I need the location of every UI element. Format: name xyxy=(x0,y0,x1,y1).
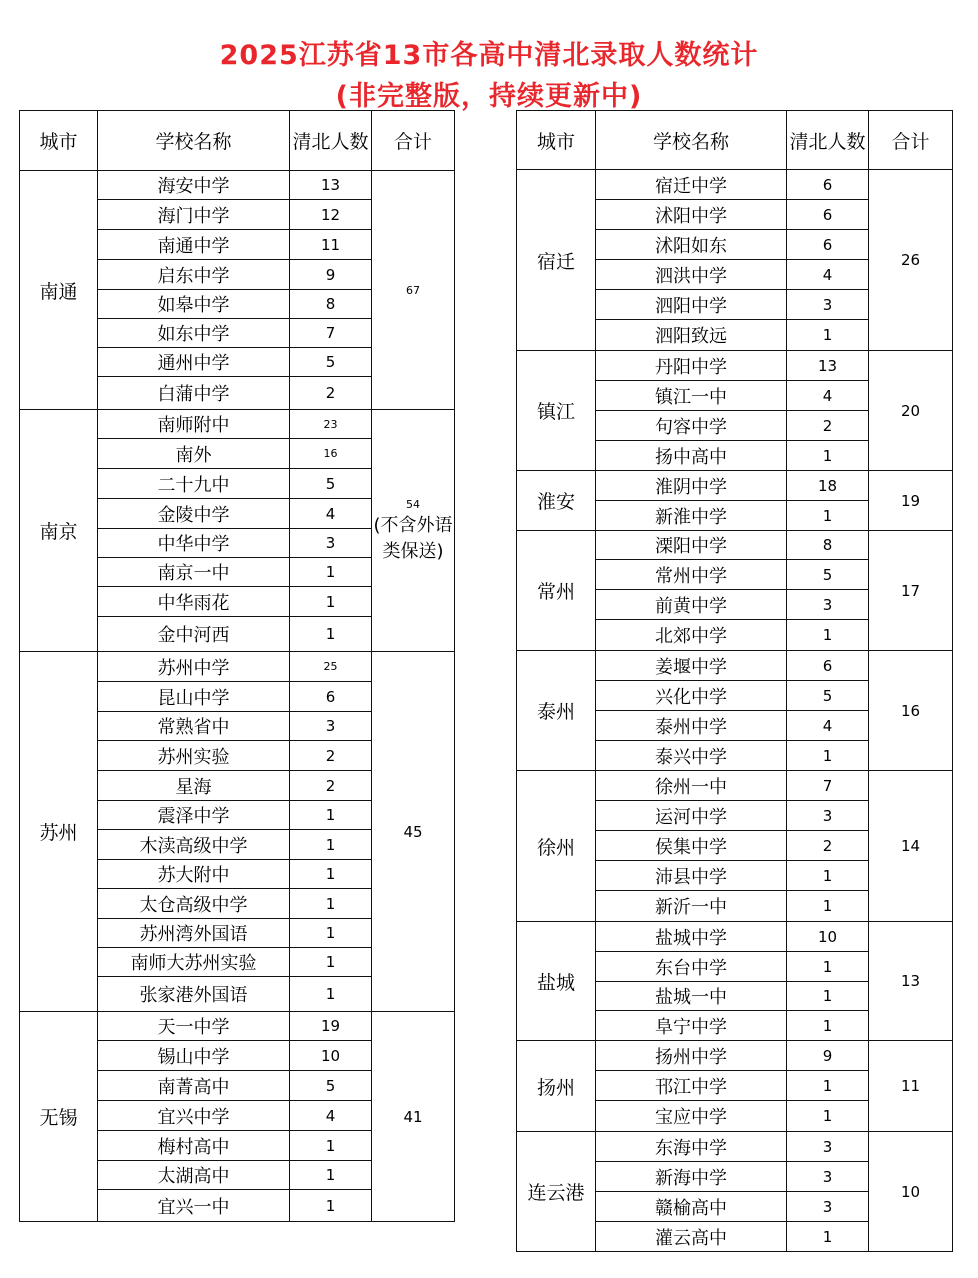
school-name-cell: 运河中学 xyxy=(596,801,787,831)
admission-count-cell: 1 xyxy=(787,1101,869,1132)
school-name-cell: 东海中学 xyxy=(596,1132,787,1162)
city-total-cell: 17 xyxy=(869,531,953,651)
table-row xyxy=(517,651,953,681)
header-count: 清北人数 xyxy=(787,111,869,170)
school-name-cell: 淮阴中学 xyxy=(596,471,787,501)
school-name-cell: 盐城中学 xyxy=(596,922,787,952)
school-name-cell: 侯集中学 xyxy=(596,831,787,861)
right-table-body xyxy=(517,170,953,1252)
admission-count-cell: 3 xyxy=(290,712,372,741)
school-name-cell: 新淮中学 xyxy=(596,501,787,531)
city-cell: 苏州 xyxy=(20,652,98,1012)
admission-count-cell: 1 xyxy=(787,620,869,651)
admission-count-cell: 3 xyxy=(787,590,869,620)
admission-count-cell: 1 xyxy=(787,501,869,531)
admission-count-cell: 2 xyxy=(787,831,869,861)
school-name-cell: 苏州中学 xyxy=(98,652,290,682)
admission-count-cell: 1 xyxy=(787,861,869,891)
school-name-cell: 通州中学 xyxy=(98,348,290,377)
admission-count-cell: 25 xyxy=(290,652,372,682)
table-row xyxy=(20,652,455,682)
school-name-cell: 赣榆高中 xyxy=(596,1192,787,1222)
admission-count-cell: 1 xyxy=(787,1071,869,1101)
city-cell: 无锡 xyxy=(20,1012,98,1222)
school-name-cell: 昆山中学 xyxy=(98,682,290,712)
admission-count-cell: 12 xyxy=(290,200,372,230)
school-name-cell: 东台中学 xyxy=(596,952,787,982)
table-row xyxy=(20,1012,455,1041)
school-name-cell: 新海中学 xyxy=(596,1162,787,1192)
table-row xyxy=(517,351,953,381)
school-name-cell: 张家港外国语 xyxy=(98,977,290,1012)
school-name-cell: 金中河西 xyxy=(98,617,290,652)
admission-count-cell: 2 xyxy=(290,741,372,771)
city-total-cell: 13 xyxy=(869,922,953,1041)
city-cell: 盐城 xyxy=(517,922,596,1041)
admission-count-cell: 1 xyxy=(290,558,372,587)
header-city: 城市 xyxy=(20,111,98,171)
admission-count-cell: 1 xyxy=(290,919,372,948)
table-row xyxy=(517,922,953,952)
school-name-cell: 泗阳中学 xyxy=(596,290,787,320)
school-name-cell: 木渎高级中学 xyxy=(98,830,290,860)
admission-count-cell: 4 xyxy=(787,260,869,290)
city-total-cell: 19 xyxy=(869,471,953,531)
admission-count-cell: 1 xyxy=(290,830,372,860)
school-name-cell: 白蒲中学 xyxy=(98,377,290,410)
admission-count-cell: 4 xyxy=(787,381,869,411)
school-name-cell: 宝应中学 xyxy=(596,1101,787,1132)
header-total: 合计 xyxy=(372,111,455,171)
page-title: 2025江苏省13市各高中清北录取人数统计 xyxy=(219,40,759,71)
school-name-cell: 宜兴一中 xyxy=(98,1190,290,1222)
school-name-cell: 常州中学 xyxy=(596,560,787,590)
school-name-cell: 南菁高中 xyxy=(98,1071,290,1101)
admission-count-cell: 3 xyxy=(787,290,869,320)
city-cell: 连云港 xyxy=(517,1132,596,1252)
admission-count-cell: 10 xyxy=(787,922,869,952)
school-name-cell: 盐城一中 xyxy=(596,982,787,1011)
school-name-cell: 星海 xyxy=(98,771,290,801)
city-total-cell: 16 xyxy=(869,651,953,771)
admission-count-cell: 1 xyxy=(787,891,869,922)
admission-count-cell: 19 xyxy=(290,1012,372,1041)
school-name-cell: 常熟省中 xyxy=(98,712,290,741)
city-total-cell: 67 xyxy=(372,171,455,410)
school-name-cell: 前黄中学 xyxy=(596,590,787,620)
admission-count-cell: 4 xyxy=(787,711,869,741)
admission-count-cell: 7 xyxy=(290,319,372,348)
left-stats-table xyxy=(19,110,455,1222)
school-name-cell: 二十九中 xyxy=(98,469,290,499)
admission-count-cell: 3 xyxy=(787,801,869,831)
school-name-cell: 邗江中学 xyxy=(596,1071,787,1101)
school-name-cell: 新沂一中 xyxy=(596,891,787,922)
header-school: 学校名称 xyxy=(98,111,290,171)
school-name-cell: 南京一中 xyxy=(98,558,290,587)
city-total-value: 54 xyxy=(406,497,420,511)
school-name-cell: 句容中学 xyxy=(596,411,787,441)
header-city: 城市 xyxy=(517,111,596,170)
header-total: 合计 xyxy=(869,111,953,170)
school-name-cell: 如东中学 xyxy=(98,319,290,348)
admission-count-cell: 6 xyxy=(787,230,869,260)
page-subtitle: (非完整版，持续更新中) xyxy=(335,81,643,112)
admission-count-cell: 6 xyxy=(290,682,372,712)
admission-count-cell: 13 xyxy=(787,351,869,381)
school-name-cell: 镇江一中 xyxy=(596,381,787,411)
school-name-cell: 南师附中 xyxy=(98,410,290,439)
admission-count-cell: 4 xyxy=(290,1101,372,1131)
school-name-cell: 扬州中学 xyxy=(596,1041,787,1071)
school-name-cell: 北郊中学 xyxy=(596,620,787,651)
city-total-cell: 14 xyxy=(869,771,953,922)
school-name-cell: 南通中学 xyxy=(98,230,290,260)
admission-count-cell: 3 xyxy=(787,1132,869,1162)
admission-count-cell: 5 xyxy=(290,1071,372,1101)
school-name-cell: 丹阳中学 xyxy=(596,351,787,381)
school-name-cell: 震泽中学 xyxy=(98,801,290,830)
admission-count-cell: 1 xyxy=(787,952,869,982)
admission-count-cell: 2 xyxy=(787,411,869,441)
header-school: 学校名称 xyxy=(596,111,787,170)
school-name-cell: 泰兴中学 xyxy=(596,741,787,771)
admission-count-cell: 18 xyxy=(787,471,869,501)
admission-count-cell: 8 xyxy=(290,290,372,319)
admission-count-cell: 1 xyxy=(787,1011,869,1041)
admission-count-cell: 1 xyxy=(290,587,372,617)
table-row xyxy=(517,1132,953,1162)
admission-count-cell: 1 xyxy=(290,617,372,652)
city-total-cell: 26 xyxy=(869,170,953,351)
admission-count-cell: 6 xyxy=(787,170,869,200)
admission-count-cell: 1 xyxy=(787,1222,869,1252)
header-count: 清北人数 xyxy=(290,111,372,171)
school-name-cell: 溧阳中学 xyxy=(596,531,787,560)
city-total-cell: 11 xyxy=(869,1041,953,1132)
admission-count-cell: 1 xyxy=(290,1161,372,1190)
admission-count-cell: 1 xyxy=(290,801,372,830)
school-name-cell: 梅村高中 xyxy=(98,1131,290,1161)
admission-count-cell: 1 xyxy=(787,741,869,771)
school-name-cell: 沛县中学 xyxy=(596,861,787,891)
table-row xyxy=(517,471,953,501)
admission-count-cell: 1 xyxy=(290,1190,372,1222)
city-cell: 镇江 xyxy=(517,351,596,471)
school-name-cell: 南外 xyxy=(98,439,290,469)
school-name-cell: 扬中高中 xyxy=(596,441,787,471)
admission-count-cell: 5 xyxy=(787,560,869,590)
admission-count-cell: 9 xyxy=(290,260,372,290)
school-name-cell: 海门中学 xyxy=(98,200,290,230)
school-name-cell: 兴化中学 xyxy=(596,681,787,711)
admission-count-cell: 1 xyxy=(787,320,869,351)
city-cell: 南京 xyxy=(20,410,98,652)
admission-count-cell: 3 xyxy=(787,1162,869,1192)
admission-count-cell: 3 xyxy=(787,1192,869,1222)
table-row xyxy=(517,170,953,200)
admission-count-cell: 9 xyxy=(787,1041,869,1071)
admission-count-cell: 1 xyxy=(290,1131,372,1161)
school-name-cell: 泗阳致远 xyxy=(596,320,787,351)
city-total-cell: 10 xyxy=(869,1132,953,1252)
school-name-cell: 太湖高中 xyxy=(98,1161,290,1190)
school-name-cell: 太仓高级中学 xyxy=(98,889,290,919)
city-cell: 扬州 xyxy=(517,1041,596,1132)
city-total-cell: 45 xyxy=(372,652,455,1012)
school-name-cell: 苏州实验 xyxy=(98,741,290,771)
school-name-cell: 灌云高中 xyxy=(596,1222,787,1252)
school-name-cell: 沭阳如东 xyxy=(596,230,787,260)
school-name-cell: 天一中学 xyxy=(98,1012,290,1041)
school-name-cell: 锡山中学 xyxy=(98,1041,290,1071)
admission-count-cell: 6 xyxy=(787,651,869,681)
school-name-cell: 沭阳中学 xyxy=(596,200,787,230)
admission-count-cell: 1 xyxy=(290,948,372,977)
city-total-cell xyxy=(372,410,455,652)
admission-count-cell: 16 xyxy=(290,439,372,469)
admission-count-cell: 6 xyxy=(787,200,869,230)
city-cell: 常州 xyxy=(517,531,596,651)
admission-count-cell: 1 xyxy=(787,441,869,471)
school-name-cell: 泰州中学 xyxy=(596,711,787,741)
table-row xyxy=(20,410,455,439)
school-name-cell: 苏州湾外国语 xyxy=(98,919,290,948)
admission-count-cell: 4 xyxy=(290,499,372,529)
admission-count-cell: 8 xyxy=(787,531,869,560)
admission-count-cell: 7 xyxy=(787,771,869,801)
admission-count-cell: 1 xyxy=(290,977,372,1012)
table-row xyxy=(517,531,953,560)
school-name-cell: 宜兴中学 xyxy=(98,1101,290,1131)
school-name-cell: 金陵中学 xyxy=(98,499,290,529)
school-name-cell: 宿迁中学 xyxy=(596,170,787,200)
admission-count-cell: 1 xyxy=(787,982,869,1011)
admission-count-cell: 1 xyxy=(290,860,372,889)
school-name-cell: 启东中学 xyxy=(98,260,290,290)
school-name-cell: 徐州一中 xyxy=(596,771,787,801)
school-name-cell: 海安中学 xyxy=(98,171,290,200)
school-name-cell: 泗洪中学 xyxy=(596,260,787,290)
admission-count-cell: 23 xyxy=(290,410,372,439)
table-row xyxy=(20,171,455,200)
admission-count-cell: 2 xyxy=(290,771,372,801)
table-row xyxy=(517,771,953,801)
school-name-cell: 苏大附中 xyxy=(98,860,290,889)
school-name-cell: 如皋中学 xyxy=(98,290,290,319)
city-total-cell: 20 xyxy=(869,351,953,471)
admission-count-cell: 10 xyxy=(290,1041,372,1071)
admission-count-cell: 5 xyxy=(290,348,372,377)
school-name-cell: 中华中学 xyxy=(98,529,290,558)
school-name-cell: 南师大苏州实验 xyxy=(98,948,290,977)
admission-count-cell: 1 xyxy=(290,889,372,919)
city-total-note: (不含外语类保送) xyxy=(373,514,453,562)
admission-count-cell: 11 xyxy=(290,230,372,260)
city-total-cell: 41 xyxy=(372,1012,455,1222)
admission-count-cell: 5 xyxy=(290,469,372,499)
admission-count-cell: 13 xyxy=(290,171,372,200)
school-name-cell: 中华雨花 xyxy=(98,587,290,617)
city-cell: 徐州 xyxy=(517,771,596,922)
admission-count-cell: 2 xyxy=(290,377,372,410)
right-stats-table xyxy=(516,110,953,1252)
admission-count-cell: 5 xyxy=(787,681,869,711)
admission-count-cell: 3 xyxy=(290,529,372,558)
school-name-cell: 姜堰中学 xyxy=(596,651,787,681)
city-cell: 泰州 xyxy=(517,651,596,771)
left-table-body xyxy=(20,171,455,1222)
table-row xyxy=(517,1041,953,1071)
school-name-cell: 阜宁中学 xyxy=(596,1011,787,1041)
city-cell: 淮安 xyxy=(517,471,596,531)
city-cell: 南通 xyxy=(20,171,98,410)
city-cell: 宿迁 xyxy=(517,170,596,351)
